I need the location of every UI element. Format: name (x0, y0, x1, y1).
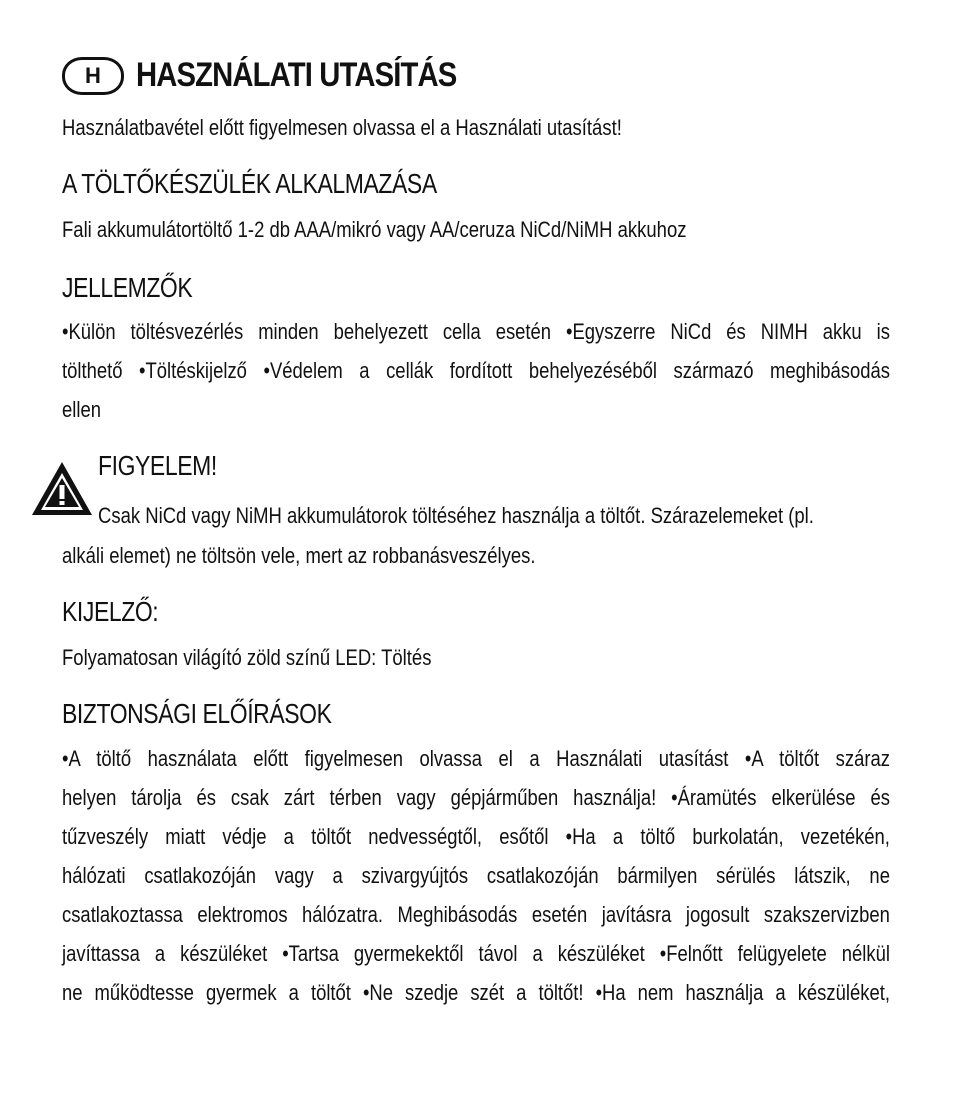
intro-text: Használatbavétel előtt figyelmesen olvassa el a Használati utasítást! (62, 115, 622, 140)
display-text: Folyamatosan világító zöld színű LED: Töltés (62, 645, 432, 670)
safety-line: •A töltő használata előtt figyelmesen olvassa el a Használati utasítást •A töltőt száraz (62, 746, 890, 771)
features-line: •Külön töltésvezérlés minden behelyezett cella esetén •Egyszerre NiCd és NIMH akku is (62, 319, 890, 344)
warning-heading: FIGYELEM! (98, 450, 217, 481)
safety-line: csatlakoztassa elektromos hálózatra. Meghibásodás esetén javításra jogosult szakszervizben (62, 902, 890, 927)
warning-text-line-2: alkáli elemet) ne töltsön vele, mert az robbanásveszélyes. (62, 543, 536, 568)
safety-line: hálózati csatlakozóján vagy a szivargyújtós csatlakozóján bármilyen sérülés látszik, ne (62, 863, 890, 888)
warning-text-line-1: Csak NiCd vagy NiMH akkumulátorok töltéséhez használja a töltőt. Szárazelemeket (pl. (98, 503, 814, 528)
title-row (62, 56, 509, 95)
safety-text (62, 739, 890, 1012)
safety-heading: BIZTONSÁGI ELŐÍRÁSOK (62, 698, 332, 729)
features-line: ellen (62, 397, 101, 422)
features-text (62, 312, 890, 429)
features-heading: JELLEMZŐK (62, 272, 193, 303)
safety-line: javíttassa a készüléket •Tartsa gyermekektől távol a készüléket •Felnőtt felügyelete nélkül (62, 941, 890, 966)
features-line: tölthető •Töltéskijelző •Védelem a cellák fordított behelyezéséből származó meghibásodás (62, 358, 890, 383)
application-text: Fali akkumulátortöltő 1-2 db AAA/mikró vagy AA/ceruza NiCd/NiMH akkuhoz (62, 217, 687, 242)
language-badge: H (62, 57, 124, 95)
display-heading: KIJELZŐ: (62, 596, 159, 627)
safety-line: ne működtesse gyermek a töltőt •Ne szedje szét a töltőt! •Ha nem használja a készüléket, (62, 980, 890, 1005)
safety-line: helyen tárolja és csak zárt térben vagy gépjárműben használja! •Áramütés elkerülése és (62, 785, 890, 810)
safety-line: tűzveszély miatt védje a töltőt nedvességtől, esőtől •Ha a töltő burkolatán, vezetékén, (62, 824, 890, 849)
application-heading: A TÖLTŐKÉSZÜLÉK ALKALMAZÁSA (62, 168, 437, 199)
page-title: HASZNÁLATI UTASÍTÁS (136, 56, 457, 94)
warning-triangle-icon (30, 459, 94, 517)
